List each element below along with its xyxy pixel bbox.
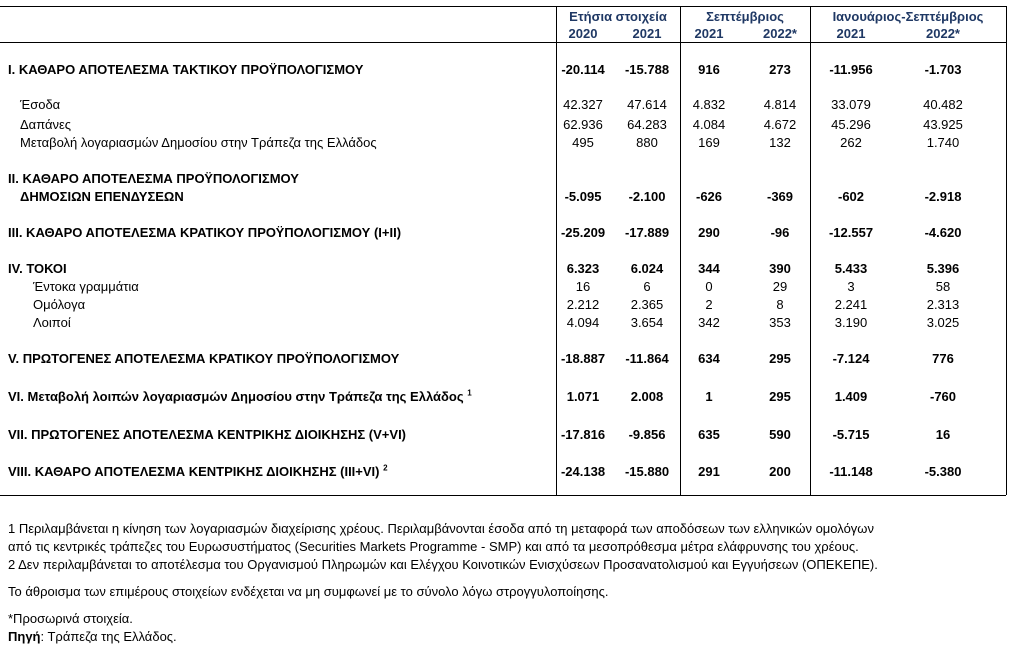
header-group-september: Σεπτέμβριος — [706, 9, 784, 24]
cell: 42.327 — [563, 97, 603, 112]
row-label-text: VIII. ΚΑΘΑΡΟ ΑΠΟΤΕΛΕΣΜΑ ΚΕΝΤΡΙΚΗΣ ΔΙΟΙΚΗΣΗΣ (III+VI) — [8, 464, 380, 479]
cell: 291 — [698, 464, 720, 479]
col-divider-sep — [680, 6, 681, 495]
cell: 6.323 — [566, 261, 600, 276]
header-year: 2022* — [763, 26, 797, 41]
cell: 47.614 — [627, 97, 667, 112]
header-group-jan-sep: Ιανουάριος-Σεπτέμβριος — [832, 9, 984, 24]
row-label: Ομόλογα — [33, 297, 86, 312]
cell: 262 — [840, 135, 862, 150]
cell: 40.482 — [923, 97, 963, 112]
cell: -96 — [770, 225, 790, 240]
col-divider-annual — [556, 6, 557, 495]
cell: 4.094 — [566, 315, 600, 330]
cell: 290 — [698, 225, 720, 240]
cell: 6.024 — [630, 261, 664, 276]
provisional-note: *Προσωρινά στοιχεία. — [8, 611, 133, 626]
cell: 1.071 — [566, 389, 600, 404]
cell: -602 — [837, 189, 865, 204]
cell: 776 — [932, 351, 954, 366]
cell: 3.025 — [926, 315, 960, 330]
cell: 3.654 — [630, 315, 664, 330]
cell: 1.740 — [926, 135, 960, 150]
col-divider-jansep — [810, 6, 811, 495]
row-label: II. ΚΑΘΑΡΟ ΑΠΟΤΕΛΕΣΜΑ ΠΡΟΫΠΟΛΟΓΙΣΜΟΥ — [8, 171, 299, 186]
cell: 169 — [698, 135, 720, 150]
cell: 2.212 — [566, 297, 600, 312]
row-label-text: VI. Μεταβολή λοιπών λογαριασμών Δημοσίου στην Τράπεζα της Ελλάδος — [8, 389, 464, 404]
cell: 2 — [705, 297, 713, 312]
cell: 390 — [769, 261, 791, 276]
cell: -2.100 — [628, 189, 666, 204]
cell: -369 — [766, 189, 794, 204]
header-year: 2021 — [836, 26, 866, 41]
cell: -20.114 — [561, 62, 605, 77]
header-rule — [0, 42, 1006, 43]
cell: 2.365 — [630, 297, 664, 312]
rounding-note: Το άθροισμα των επιμέρους στοιχείων ενδέχεται να μη συμφωνεί με το σύνολο λόγω στρογγυλοποίησης. — [8, 584, 609, 599]
cell: 64.283 — [627, 117, 667, 132]
cell: -2.918 — [924, 189, 962, 204]
cell: 3.190 — [834, 315, 868, 330]
cell: 4.084 — [692, 117, 726, 132]
header-group-annual: Ετήσια στοιχεία — [569, 9, 667, 24]
row-label: V. ΠΡΩΤΟΓΕΝΕΣ ΑΠΟΤΕΛΕΣΜΑ ΚΡΑΤΙΚΟΥ ΠΡΟΫΠΟΛΟΓΙΣΜΟΥ — [8, 351, 400, 366]
cell: -4.620 — [924, 225, 962, 240]
top-rule — [0, 6, 1006, 7]
cell: 590 — [769, 427, 791, 442]
cell: -5.715 — [832, 427, 870, 442]
cell: -15.880 — [624, 464, 670, 479]
cell: 916 — [698, 62, 720, 77]
row-label — [8, 464, 388, 479]
cell: 295 — [769, 351, 791, 366]
header-year: 2021 — [694, 26, 724, 41]
cell: -760 — [929, 389, 957, 404]
cell: 0 — [705, 279, 713, 294]
row-label — [8, 389, 472, 404]
cell: -5.380 — [924, 464, 962, 479]
cell: 45.296 — [831, 117, 871, 132]
cell: -18.887 — [560, 351, 606, 366]
footnote-2: 2 Δεν περιλαμβάνεται το αποτέλεσμα του Οργανισμού Πληρωμών και Ελέγχου Κοινοτικών Ενισχύσεων Προσανατολισμού και Εγγυήσεων (ΟΠΕΚΕΠΕ). — [8, 557, 878, 572]
cell: -9.856 — [628, 427, 666, 442]
row-label: Έντοκα γραμμάτια — [33, 279, 139, 294]
cell: 342 — [698, 315, 720, 330]
cell: 29 — [772, 279, 788, 294]
row-label: Έσοδα — [20, 97, 61, 112]
cell: 880 — [636, 135, 658, 150]
cell: -11.956 — [829, 62, 873, 77]
row-label: III. ΚΑΘΑΡΟ ΑΠΟΤΕΛΕΣΜΑ ΚΡΑΤΙΚΟΥ ΠΡΟΫΠΟΛΟΓΙΣΜΟΥ (I+II) — [8, 225, 402, 240]
row-label: Δαπάνες — [20, 117, 72, 132]
cell: 1 — [705, 389, 713, 404]
cell: 4.672 — [763, 117, 797, 132]
cell: -626 — [695, 189, 723, 204]
cell: -25.209 — [560, 225, 606, 240]
cell: 3 — [847, 279, 855, 294]
cell: 4.832 — [692, 97, 726, 112]
header-year: 2022* — [926, 26, 960, 41]
cell: 43.925 — [923, 117, 963, 132]
cell: -12.557 — [828, 225, 874, 240]
footnote-marker: 1 — [467, 388, 472, 398]
row-label: Λοιποί — [33, 315, 71, 330]
cell: -15.788 — [624, 62, 670, 77]
row-label: IV. ΤΟΚΟΙ — [8, 261, 67, 276]
cell: -1.703 — [924, 62, 962, 77]
cell: 2.313 — [926, 297, 960, 312]
cell: -11.864 — [625, 351, 669, 366]
cell: 635 — [698, 427, 720, 442]
cell: 200 — [769, 464, 791, 479]
cell: 2.008 — [630, 389, 664, 404]
cell: 495 — [572, 135, 594, 150]
footnote-1-line-2: από τις κεντρικές τράπεζες του Ευρωσυστήματος (Securities Markets Programme - SMP) και από τα μεσοπρόθεσμα μέτρα ελάφρυνσης του χρέους. — [8, 539, 859, 554]
source-label: Πηγή — [8, 629, 41, 644]
cell: 6 — [643, 279, 651, 294]
row-label: VII. ΠΡΩΤΟΓΕΝΕΣ ΑΠΟΤΕΛΕΣΜΑ ΚΕΝΤΡΙΚΗΣ ΔΙΟΙΚΗΣΗΣ (V+VI) — [8, 427, 407, 442]
header-year: 2020 — [568, 26, 598, 41]
cell: 273 — [769, 62, 791, 77]
footnote-marker: 2 — [383, 463, 388, 473]
row-label: Μεταβολή λογαριασμών Δημοσίου στην Τράπεζα της Ελλάδος — [20, 135, 377, 150]
cell: 58 — [935, 279, 951, 294]
cell: 16 — [935, 427, 951, 442]
cell: 132 — [769, 135, 791, 150]
source-note — [8, 629, 177, 644]
cell: -11.148 — [829, 464, 873, 479]
cell: 5.396 — [926, 261, 960, 276]
cell: -24.138 — [560, 464, 606, 479]
cell: 4.814 — [763, 97, 797, 112]
cell: 62.936 — [563, 117, 603, 132]
source-text: : Τράπεζα της Ελλάδος. — [40, 629, 177, 644]
cell: 8 — [776, 297, 784, 312]
header-year: 2021 — [632, 26, 662, 41]
col-divider-right — [1006, 6, 1007, 495]
cell: 5.433 — [834, 261, 868, 276]
cell: 295 — [769, 389, 791, 404]
cell: 1.409 — [834, 389, 868, 404]
cell: 353 — [769, 315, 791, 330]
cell: 2.241 — [834, 297, 868, 312]
cell: -17.816 — [560, 427, 606, 442]
cell: -7.124 — [832, 351, 870, 366]
cell: 344 — [698, 261, 720, 276]
row-label-continued: ΔΗΜΟΣΙΩΝ ΕΠΕΝΔΥΣΕΩΝ — [20, 189, 184, 204]
cell: 634 — [698, 351, 720, 366]
cell: -17.889 — [624, 225, 670, 240]
cell: -5.095 — [564, 189, 602, 204]
row-label: I. ΚΑΘΑΡΟ ΑΠΟΤΕΛΕΣΜΑ ΤΑΚΤΙΚΟΥ ΠΡΟΫΠΟΛΟΓΙΣΜΟΥ — [8, 62, 364, 77]
cell: 33.079 — [831, 97, 871, 112]
footnote-1-line-1: 1 Περιλαμβάνεται η κίνηση των λογαριασμών διαχείρισης χρέους. Περιλαμβάνονται έσοδα από τη μεταφορά των αποδόσεων των ελληνικών ομολόγων — [8, 521, 874, 536]
bottom-rule — [0, 495, 1006, 496]
cell: 16 — [575, 279, 591, 294]
